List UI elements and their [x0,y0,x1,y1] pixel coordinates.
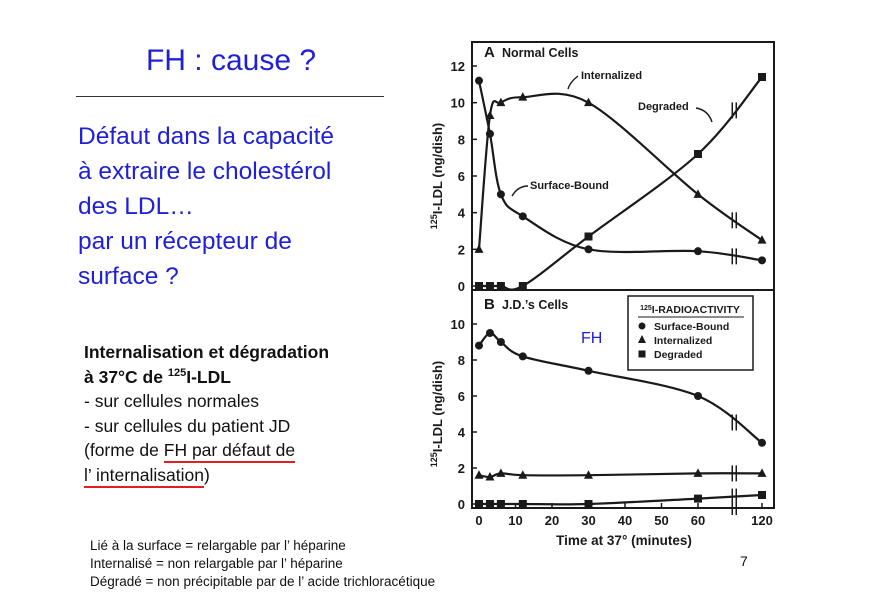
panel-a-ylabel-sup: 125 [429,214,439,230]
legend-marker-circle [639,323,646,330]
fh-form-underlined: FH par défaut de [164,439,295,463]
panel-b-point-internalized [475,470,484,479]
panel-b-ytick-label: 8 [457,353,465,368]
panel-b-ytick-label: 10 [450,317,465,332]
legend-title-sup: 125 [640,305,652,312]
x-tick-label: 60 [690,513,706,528]
panel-a-point-surface-bound [694,247,702,255]
slide-title: FH : cause ? [145,44,317,77]
panel-b-point-surface-bound [758,439,766,447]
panel-b-title: J.D.’s Cells [502,298,569,312]
legend-item-label: Surface-Bound [654,321,730,333]
x-tick-label: 30 [581,513,596,528]
panel-b-letter: B [484,296,495,313]
panel-b-ytick-label: 0 [457,497,465,512]
panel-a-title: Normal Cells [502,46,579,60]
panel-b-ytick-label: 4 [457,425,465,440]
panel-a-letter: A [484,44,495,61]
panel-a-point-surface-bound [519,212,527,220]
definition-internalized: Internalisé = non relargable par l’ héparine [90,556,343,571]
panel-a-series-line-internalized [479,94,762,250]
main-question [78,119,408,294]
main-line: Défaut dans la capacité [78,123,335,150]
x-axis-label: Time at 37° (minutes) [556,533,692,548]
panel-b-ytick-label: 6 [457,389,465,404]
internalisation-post: ) [203,465,210,485]
experiment-heading-2 [84,365,424,390]
panel-a-point-degraded [694,150,702,158]
definition-surface: Lié à la surface = relargable par l’ héparine [90,538,346,553]
main-line: à extraire le cholestérol [78,158,332,185]
x-tick-label: 40 [617,513,633,528]
title-divider [76,96,384,97]
legend-item-label: Degraded [654,349,703,361]
x-tick-label: 10 [508,513,523,528]
legend-title-text: I-RADIOACTIVITY [651,304,740,316]
panel-a-point-degraded [497,282,505,290]
panel-b-ylabel-sup: 125 [429,452,439,468]
panel-a-arrow-internalized [568,76,578,89]
panel-a-point-surface-bound [475,77,483,85]
panel-b-point-degraded [497,500,505,508]
panel-b-point-surface-bound [486,329,494,337]
panel-b-point-degraded [519,500,527,508]
panel-a-arrow-degraded [696,108,712,122]
experiment-heading-1: Internalisation et dégradation [84,342,330,362]
main-line: des LDL… [78,193,194,220]
panel-a-ytick-label: 4 [457,205,465,221]
panel-a-series-line-degraded [479,77,762,290]
panel-a-point-surface-bound [497,190,505,198]
panel-b-point-degraded [486,500,494,508]
panel-a-point-surface-bound [758,256,766,264]
panel-a-ylabel-text: I-LDL (ng/dish) [430,122,445,215]
main-line: par un récepteur de [78,228,292,255]
panel-a-point-degraded [585,233,593,241]
panel-a-ytick-label: 6 [457,169,465,184]
panel-a-ytick-label: 2 [457,242,465,258]
panel-a-series-line-surface-bound [479,81,762,261]
experiment-item-internalisation [84,463,424,488]
figure-frame [472,42,774,508]
panel-b-annotation-fh: FH [581,330,603,347]
definitions [90,537,435,591]
panel-b-point-surface-bound [475,342,483,350]
ldl-figure [420,34,780,554]
experiment-item-fh-form [84,438,424,463]
panel-b-point-surface-bound [519,352,527,360]
internalisation-underlined: l’ internalisation [84,464,204,488]
legend-item-label: Internalized [654,335,713,347]
panel-a-ytick-label: 12 [450,59,465,74]
panel-a-label-surface-bound: Surface-Bound [530,180,609,192]
legend-marker-square [639,351,646,358]
heading-2-post: I-LDL [186,366,231,387]
panel-a-arrow-surface-bound [512,186,528,196]
panel-a-label-degraded: Degraded [638,101,689,113]
panel-a-point-surface-bound [585,245,593,253]
fh-form-pre: (forme de [84,440,164,460]
legend-title [640,304,740,316]
panel-b-point-degraded [694,495,702,503]
panel-b-point-surface-bound [585,367,593,375]
panel-a-ytick-label: 0 [457,279,465,294]
panel-b-ylabel-text: I-LDL (ng/dish) [430,360,445,453]
panel-a-label-internalized: Internalized [581,70,643,82]
panel-a-ylabel [429,123,445,230]
panel-a-point-internalized [758,235,767,244]
x-tick-label: 0 [475,513,483,528]
definition-degraded: Dégradé = non précipitable par de l’ acide trichloracétique [90,574,436,589]
panel-a-point-degraded [475,282,483,290]
x-tick-label: 120 [751,513,773,528]
panel-b-ylabel [429,361,445,468]
panel-a-ytick-label: 8 [457,132,465,148]
panel-a-point-degraded [519,282,527,290]
heading-2-sup: 125 [167,366,187,379]
panel-b-ytick-label: 2 [457,461,465,476]
page-number: 7 [740,553,748,569]
panel-a-point-degraded [486,282,494,290]
heading-2-pre: à 37°C de [84,366,168,387]
x-tick-label: 50 [654,513,669,528]
experiment-item-patient: - sur cellules du patient JD [84,415,291,436]
x-tick-label: 20 [544,513,560,528]
panel-a-ytick-label: 10 [450,95,465,111]
main-line: surface ? [78,263,179,290]
panel-b-point-surface-bound [694,392,702,400]
experiment-item-normal: - sur cellules normales [84,391,260,411]
panel-b-point-degraded [758,491,766,499]
experiment-description [84,340,424,488]
panel-a-point-degraded [758,73,766,81]
panel-b-point-surface-bound [497,338,505,346]
